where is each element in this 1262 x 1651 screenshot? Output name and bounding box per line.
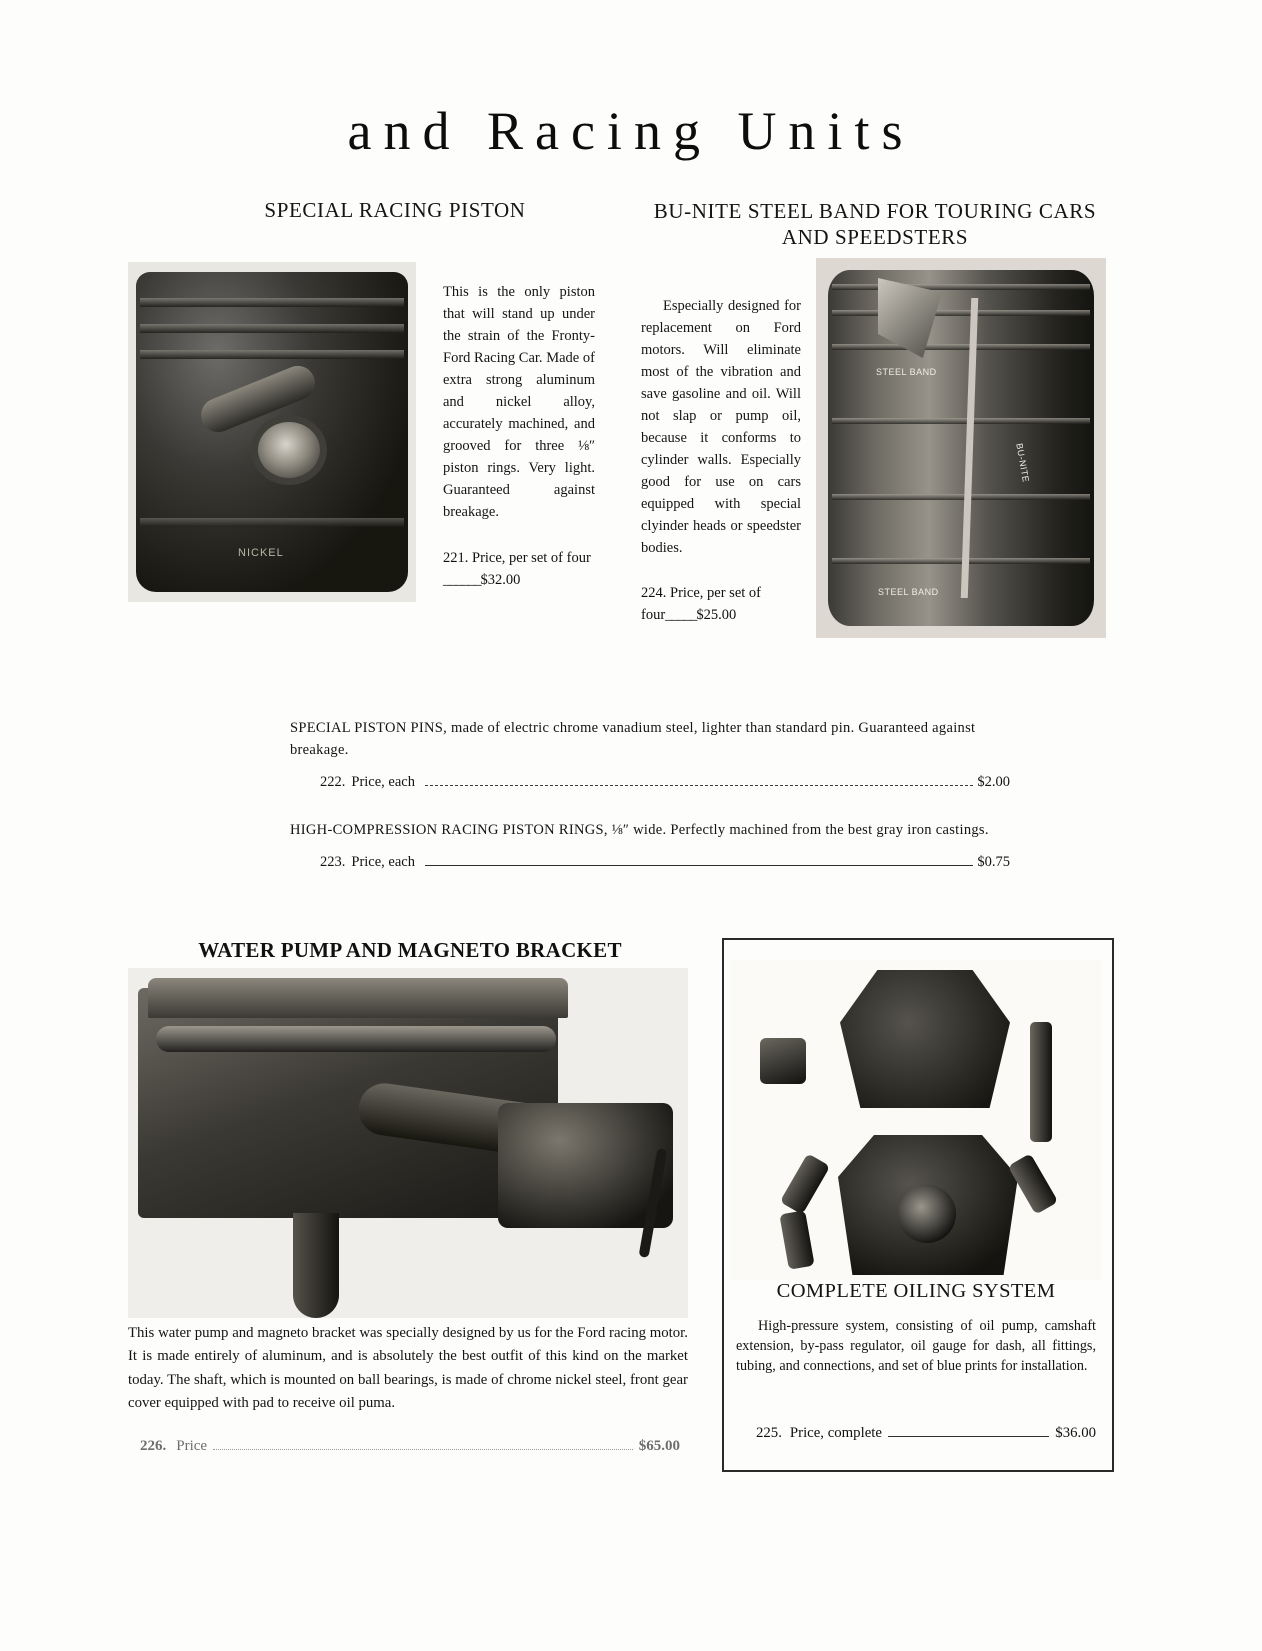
piston-pins-price-text: Price, each — [351, 773, 415, 790]
steel-band-label-top: STEEL BAND — [876, 367, 937, 377]
steel-band-price-text: Price, per set of four — [641, 585, 761, 623]
bu-nite-steel-band-photo — [816, 258, 1106, 638]
oil-pump-hub-shape — [898, 1185, 956, 1243]
oil-fitting-shape — [779, 1210, 814, 1270]
fitting-nut-shape — [760, 1038, 806, 1084]
piston-ring-groove — [140, 298, 404, 307]
piston-rings-price-number: 223. — [320, 853, 346, 870]
cylinder-head-shape — [148, 978, 568, 1018]
complete-oiling-system-photo — [730, 960, 1102, 1280]
piston-ring-groove — [140, 350, 404, 359]
piston-rings-price-value: $0.75 — [977, 853, 1010, 870]
piston-pin-hole — [258, 422, 320, 478]
steel-band-price-line — [641, 583, 801, 627]
section-heading-complete-oiling-system: COMPLETE OILING SYSTEM — [776, 1280, 1056, 1302]
oiling-price-value: $36.00 — [1055, 1425, 1096, 1441]
piston-pins-description: SPECIAL PISTON PINS, made of electric chrome vanadium steel, lighter than standard pin. Guaranteed against breakage. — [290, 720, 976, 758]
section-heading-special-racing-piston: SPECIAL RACING PISTON — [264, 198, 526, 222]
piston-price-value: $32.00 — [480, 571, 521, 588]
intake-pipe-shape — [156, 1026, 556, 1052]
steel-band-price-value: $25.00 — [696, 606, 737, 623]
water-pump-price-leader — [213, 1444, 633, 1450]
section-heading-water-pump-and-magneto-bracket: WATER PUMP AND MAGNETO BRACKET — [198, 938, 622, 962]
oil-fitting-shape — [780, 1153, 831, 1214]
piston-rings-price-line — [290, 852, 1010, 874]
water-outlet-shape — [293, 1213, 339, 1318]
piston-price-line — [443, 548, 598, 592]
water-pump-price-text: Price — [176, 1438, 208, 1454]
piston-price-leader: ______ — [443, 571, 481, 588]
steel-band-price-leader: _____ — [665, 606, 697, 623]
steel-band-label-bottom: STEEL BAND — [878, 587, 939, 597]
water-pump-and-magneto-bracket-photo — [128, 968, 688, 1318]
water-pump-description: This water pump and magneto bracket was specially designed by us for the Ford racing motor. It is made entirely of aluminum, and is absolutely the best outfit of this kind on the market today. The shaft, which is mounted on ball bearings, is made of chrome nickel steel, front gear cover equipped with pad to receive oil puma. — [128, 1325, 688, 1412]
steel-band-description: Especially designed for replacement on Ford motors. Will eliminate most of the vibration and save gasoline and oil. Will not slap or pump oil, because it conforms to cylinder walls. Especially good for use on cars equipped with special clyinder heads or speedster bodies. — [641, 298, 801, 557]
racing-piston-rings-block — [290, 820, 1010, 874]
oiling-system-description: High-pressure system, consisting of oil pump, camshaft extension, by-pass regulator, oil gauge for dash, all fittings, tubing, and connections, and set of blue prints for installation. — [736, 1318, 1096, 1375]
special-racing-piston-photo — [128, 262, 416, 602]
piston-ring-groove — [140, 324, 404, 333]
oiling-system-price-line — [756, 1425, 1096, 1442]
piston-description: This is the only piston that will stand up under the strain of the Fronty-Ford Racing Car. Made of extra strong aluminum and nickel alloy, accurately machined, and grooved for three ⅛″ piston rings. Very light. Guaranteed against breakage. — [443, 284, 595, 521]
piston-pins-price-value: $2.00 — [977, 773, 1010, 790]
piston-stamp-label: NICKEL — [238, 547, 284, 559]
steel-band-label-side: BU-NITE — [1014, 442, 1032, 484]
piston-price-number: 221. — [443, 550, 469, 566]
oiling-price-leader — [888, 1431, 1049, 1437]
water-pump-price-number: 226. — [140, 1438, 167, 1454]
water-pump-price-line — [140, 1438, 680, 1455]
oiling-price-text: Price, complete — [789, 1425, 882, 1441]
steel-band-rib — [832, 310, 1090, 316]
piston-rings-price-leader — [425, 859, 973, 866]
steel-band-rib — [832, 284, 1090, 290]
oil-pump-cover-plate-shape — [840, 970, 1010, 1120]
piston-skirt-line — [140, 518, 404, 527]
piston-rings-price-text: Price, each — [351, 853, 415, 870]
piston-pins-price-line — [290, 772, 1010, 794]
steel-band-rib — [832, 418, 1090, 424]
piston-pins-price-leader — [425, 779, 973, 786]
piston-pins-price-number: 222. — [320, 773, 346, 790]
special-piston-pins-block — [290, 718, 1010, 793]
piston-price-text: Price, per set of four — [472, 550, 591, 566]
steel-band-rib — [832, 344, 1090, 350]
steel-band-price-number: 224. — [641, 585, 667, 601]
page-title: and Racing Units — [347, 101, 915, 161]
steel-band-rib — [832, 494, 1090, 500]
water-pump-price-value: $65.00 — [638, 1438, 680, 1454]
camshaft-extension-shape — [1030, 1022, 1052, 1142]
section-heading-bu-nite-steel-band: BU-NITE STEEL BAND FOR TOURING CARS AND SPEEDSTERS — [653, 199, 1097, 250]
oiling-price-number: 225. — [756, 1425, 782, 1441]
piston-rings-description: HIGH-COMPRESSION RACING PISTON RINGS, ⅛″ wide. Perfectly machined from the best gray iron castings. — [290, 822, 989, 838]
